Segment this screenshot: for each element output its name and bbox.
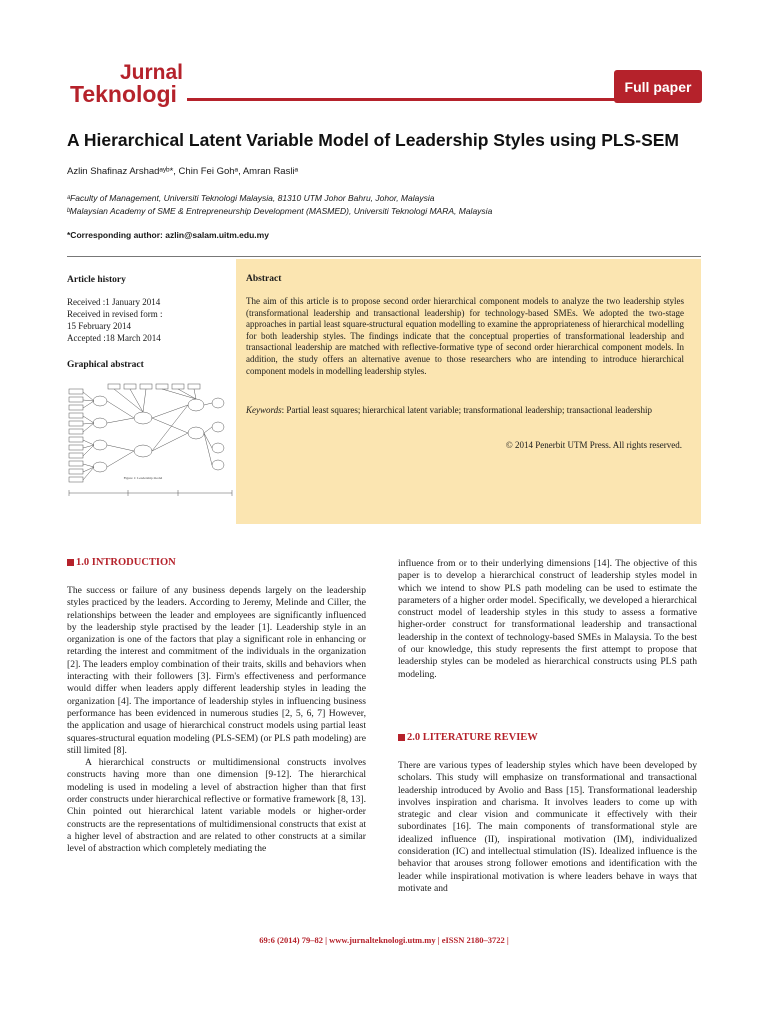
affiliation-a: ᵃFaculty of Management, Universiti Teknologi Malaysia, 81310 UTM Johor Bahru, Johor, Malaysia	[67, 193, 435, 203]
graphical-abstract-diagram	[68, 383, 233, 501]
abstract-text: The aim of this article is to propose second order hierarchical component models to analyze the two leadership styles (transformational leadership and transactional leadership) for technology-based SMEs. We adopted the two-stage approaches in partial least square-structural equation modelling to examine the appropriateness of hierarchical modelling for both leadership styles. The findings indicate that the conceptual properties of transformational leadership and transactional leadership are matched with reflective-formative type of second order hierarchical component models. In addition, the study offers an alternative avenue to those researchers who are intending to introduce hierarchical component models in modelling leadership styles.	[246, 296, 684, 376]
divider	[67, 256, 701, 257]
authors: Azlin Shafinaz Arshadᵃʸᵇ*, Chin Fei Gohᵃ, Amran Rasliᵃ	[67, 166, 299, 177]
left-column	[67, 585, 366, 856]
history-line: 15 February 2014	[67, 321, 131, 331]
full-paper-badge: Full paper	[614, 70, 702, 103]
diagram-caption: Figure 1: Leadership model	[123, 476, 163, 480]
history-line: Accepted :18 March 2014	[67, 333, 161, 343]
intro-paragraph-2: A hierarchical constructs or multidimensional constructs involves constructs having more than one dimension [9-12]. The hierarchical modeling is used in modeling a level of abstraction higher than that first order constructs under hierarchical reflective or formative framework [8, 13]. Chin pointed out hierarchical latent variable models or higher-order constructs are the representations of multidimensional constructs that exist at a higher level of abstraction and are related to other constructs at a similar level of abstraction which completely mediating the	[67, 757, 366, 855]
section-marker-icon	[398, 734, 405, 741]
journal-logo	[70, 62, 183, 106]
copyright: © 2014 Penerbit UTM Press. All rights reserved.	[505, 440, 682, 450]
right-column-top	[398, 558, 697, 681]
history-line: Received in revised form :	[67, 309, 163, 319]
intro-paragraph-1: The success or failure of any business depends largely on the leadership styles practiced by the leaders. According to Jeremy, Melinde and Ciller, the relationships between the leader and employees are significantly influenced by the leadership style practised by the leader [1]. Leadership style in an organization is one of the factors that play a significant role in enhancing or retarding the interest and commitment of the individuals in the organization [2]. The leaders employ combination of their traits, skills and behaviors when interacting with their followers [3]. Firm's effectiveness and performance would differ when leaders apply different leadership styles in leading the organization [4]. The importance of leadership styles in influencing business performance has been evidenced in numerous studies [2, 5, 6, 7] However, the application and usage of hierarchical construct models using partial least squares-structural equation modeling (PLS-SEM) (or PLS path modeling) are still limited [8].	[67, 585, 366, 756]
section-title: 2.0 LITERATURE REVIEW	[407, 732, 538, 743]
paper-title: A Hierarchical Latent Variable Model of Leadership Styles using PLS-SEM	[67, 130, 680, 150]
section-marker-icon	[67, 559, 74, 566]
section-title: 1.0 INTRODUCTION	[76, 557, 176, 568]
section-heading-introduction	[67, 557, 176, 568]
literature-paragraph-1: There are various types of leadership styles which have been developed by scholars. This study will emphasize on transformational and transactional leadership introduced by Avolio and Bass [15]. Transformational leadership involves inspiration and charisma. It involves leaders to come up with strategic and clear vision and communicate it effectively with their subordinates [16]. The main components of transformational style are idealized influence (II), inspirational motivation (IM), individualized consideration (IC) and intellectual stimulation (IS). Idealized influence is the behavior that arouses strong follower emotions and identification with the leader while inspirational motivation is where leaders behave in ways that motivate and	[398, 760, 697, 894]
article-history-heading: Article history	[67, 275, 126, 285]
footer: 69:6 (2014) 79–82 | www.jurnalteknologi.utm.my | eISSN 2180–3722 |	[259, 935, 509, 945]
keywords-label: Keywords	[246, 405, 282, 415]
logo-line1: Jurnal	[120, 61, 184, 84]
keywords	[246, 405, 684, 417]
corresponding-author: *Corresponding author: azlin@salam.uitm.edu.my	[67, 230, 269, 240]
section-heading-literature	[398, 732, 538, 743]
graphical-abstract-heading: Graphical abstract	[67, 360, 144, 370]
keywords-text: : Partial least squares; hierarchical latent variable; transformational leadership; transactional leadership	[281, 405, 653, 415]
header-rule	[187, 98, 631, 101]
intro-paragraph-3: influence from or to their underlying dimensions [14]. The objective of this paper is to develop a hierarchical construct of leadership styles model in which we intend to show PLS path modeling can be used to estimate the parameters of a higher order model. Specifically, we developed a hierarchical construct model of leadership styles in this study to assess a formative higher-order construct for transformational leadership and transactional leadership in the context of technology-based SMEs in Malaysia. To the best of our knowledge, this study represents the first attempt to propose that leadership styles can be modeled as hierarchical constructs using PLS path modeling.	[398, 558, 697, 680]
article-history	[67, 296, 227, 344]
right-column-bottom	[398, 760, 697, 895]
abstract-heading: Abstract	[246, 274, 282, 284]
history-line: Received :1 January 2014	[67, 297, 161, 307]
affiliation-b: ᵇMalaysian Academy of SME & Entrepreneurship Development (MASMED), Universiti Teknologi MARA, Malaysia	[67, 206, 493, 216]
logo-line2: Teknologi	[70, 81, 177, 107]
